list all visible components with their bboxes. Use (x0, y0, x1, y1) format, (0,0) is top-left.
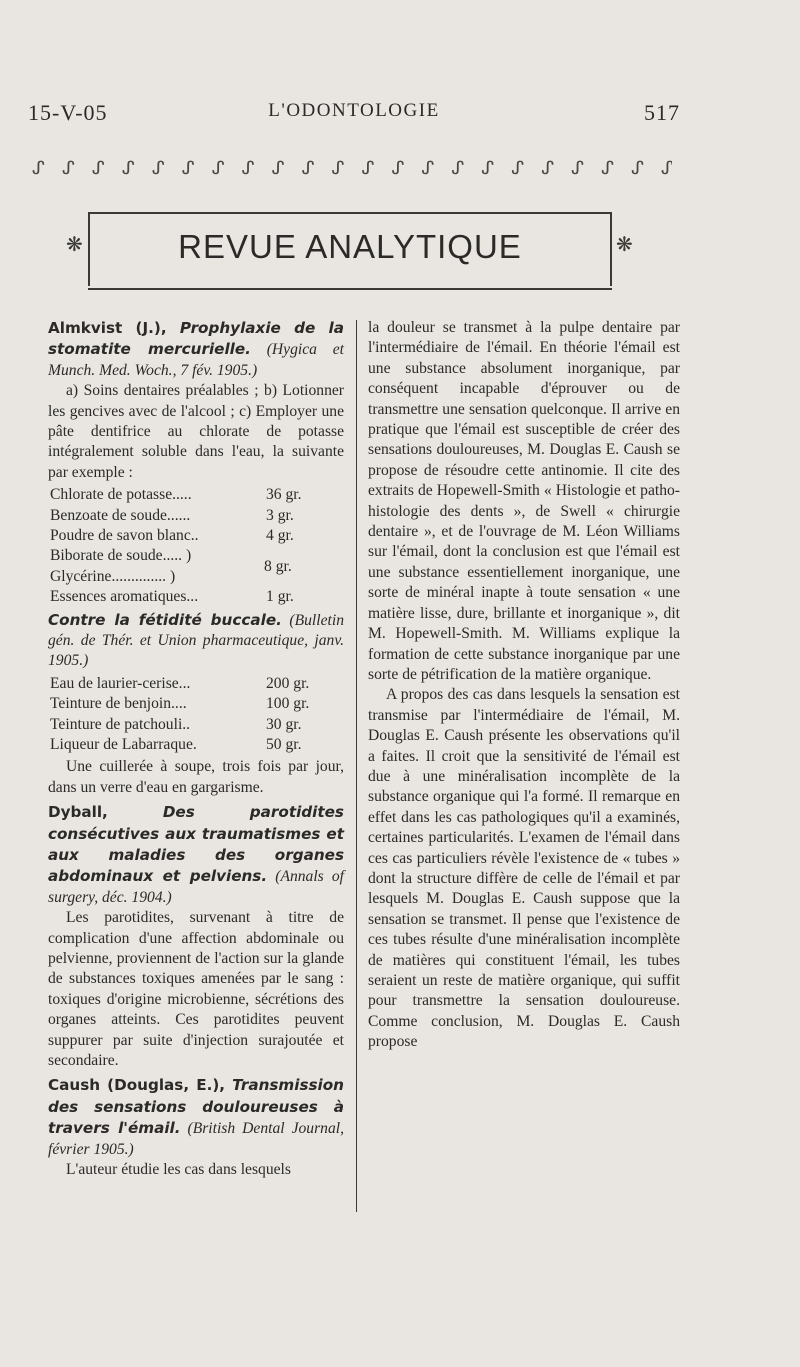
ornament-glyph: ᔑ (661, 157, 672, 178)
ornament-glyph: ᔑ (271, 157, 283, 178)
ornament-glyph: ᔑ (601, 157, 612, 178)
right-column (368, 318, 680, 1053)
ornament-glyph: ᔑ (511, 157, 523, 178)
ornament-glyph: ᔑ (61, 157, 73, 178)
left-column (48, 318, 344, 1181)
ornament-glyph: ᔑ (451, 157, 463, 178)
recipe-row: Essences aromatiques... 1 gr. (50, 588, 294, 606)
recipe-row: Chlorate de potasse..... 36 gr. (50, 486, 302, 504)
recipe-row: Teinture de patchouli.. 30 gr. (50, 715, 302, 733)
recipe-row: Poudre de savon blanc.. 4 gr. (50, 527, 294, 545)
ornament-glyph: ᔑ (181, 157, 193, 178)
caush-continuation-paragraph: la douleur se transmet à la pulpe dentaire par l'intermédiaire de l'émail. En théorie l'émail est une substance absolument inorganique, par conséquent incapable d'éprouver ou de transmettre une sensation quelconque. Il arrive en pratique que l'émail est susceptible de créer des sensations douloureuses, M. Douglas E. Caush se propose de résoudre cette antinomie. Il cite des extraits de Hopewell-Smith « Histologie et patho-histologie des dents », de Swell « chirurgie dentaire », et de l'ouvrage de M. Léon Williams sur l'émail, dont la conclusion est que l'émail est une substance essentiellement inorganique, une sorte de minéral inapte à toute sensation « une matière lisse, dure, brillante et inorganique », dit M. Hopewell-Smith. M. Williams explique la formation de cette substance inorganique par une sorte de pétrification de la matière organique. (368, 319, 680, 683)
ornament-glyph: ᔑ (391, 157, 403, 178)
ornament-glyph: ᔑ (421, 157, 433, 178)
caush-second-paragraph: A propos des cas dans lesquels la sensation est transmise par l'intermédiaire de l'émail, M. Douglas E. Caush présente les observations qu'il a faites. Il croit que la sensitivité de l'émail est due à une minéralisation incomplète de la substance organique qui l'a formé. Il remarque en effet dans les cas pathologiques qu'il a examinés, certaines particularités. L'examen de l'émail dans ces cas particuliers révèle l'existence de « tubes » dont la structure diffère de celle de l'émail et par lesquels M. Douglas E. Caush suppose que la sensation se transmet. Il pense que l'existence de ces tubes résulte d'une minéralisation incomplète de matières qui constituent l'émail, les tubes seraient un reste de matière organique, qui suffit pour transmettre la sensation douloureuse. Comme conclusion, M. Douglas E. Caush propose (368, 686, 680, 1051)
ornamental-border (32, 155, 672, 181)
column-divider (356, 320, 357, 1212)
entry-fetidite-body: Une cuillerée à soupe, trois fois par jour, dans un verre d'eau en gargarisme. (48, 758, 344, 796)
section-title-box (88, 212, 612, 286)
journal-title: L'ODONTOLOGIE (268, 100, 440, 121)
ornament-glyph: ᔑ (361, 157, 373, 178)
running-header (28, 100, 680, 130)
entry-dyball-heading: Dyball, Des parotidites consécutives aux traumatismes et aux maladies des organes abdominaux et pelviens. (Annals of surgery, déc. 1904.) (48, 803, 345, 906)
ornament-glyph: ᔑ (571, 157, 582, 178)
recipe-row: Teinture de benjoin.... 100 gr. (50, 695, 310, 713)
ornament-glyph: ᔑ (301, 157, 313, 178)
recipe-brace-group: Biborate de soude..... ) Glycérine.............. ) 8 gr. (50, 547, 292, 585)
ornament-glyph: ᔑ (91, 157, 103, 178)
ornament-glyph: ᔑ (331, 157, 343, 178)
entry-fetidite-heading: Contre la fétidité buccale. (Bulletin gén. de Thér. et Union pharmaceutique, janv. 1905.) (48, 610, 344, 670)
entry-caush-heading: Caush (Douglas, E.), Transmission des sensations douloureuses à travers l'émail. (British Dental Journal, février 1905.) (48, 1076, 344, 1158)
ornament-glyph: ᔑ (481, 157, 493, 178)
ornament-glyph: ᔑ (541, 157, 553, 178)
entry-almkvist-body: a) Soins dentaires préalables ; b) Lotionner les gencives avec de l'alcool ; c) Employer une pâte dentifrice au chlorate de potasse intégralement soluble dans l'eau, la suivante par exemple : (48, 382, 344, 481)
ornament-glyph: ᔑ (32, 157, 43, 178)
ornament-glyph: ᔑ (631, 157, 642, 178)
recipe-row: Benzoate de soude...... 3 gr. (50, 506, 294, 524)
entry-caush-body: L'auteur étudie les cas dans lesquels (66, 1161, 291, 1179)
recipe-fetidite (48, 674, 344, 756)
entry-almkvist-heading: Almkvist (J.), Prophylaxie de la stomatite mercurielle. (Hygica et Munch. Med. Woch., 7 fév. 1905.) (48, 319, 345, 379)
entry-dyball-body: Les parotidites, survenant à titre de complication d'une affection abdominale ou pelvienne, proviennent de l'action sur la glande de substances toxiques amenées par le sang : toxiques d'origine microbienne, sécrétions des organes atteints. Ces parotidites peuvent suppurer par suite d'injection surajoutée et secondaire. (48, 909, 344, 1070)
ornament-glyph: ᔑ (211, 157, 223, 178)
issue-date: 15-V-05 (28, 100, 108, 125)
ornament-glyph: ᔑ (241, 157, 253, 178)
recipe-almkvist (48, 485, 344, 607)
recipe-row: Eau de laurier-cerise... 200 gr. (50, 674, 310, 692)
recipe-row: Liqueur de Labarraque. 50 gr. (50, 735, 302, 753)
section-title: REVUE ANALYTIQUE (178, 228, 522, 265)
title-ornament-right: ❋ (616, 234, 633, 256)
ornament-glyph: ᔑ (151, 157, 163, 178)
title-ornament-left: ❋ (66, 234, 83, 256)
page-number: 517 (644, 100, 680, 125)
ornament-glyph: ᔑ (121, 157, 133, 178)
